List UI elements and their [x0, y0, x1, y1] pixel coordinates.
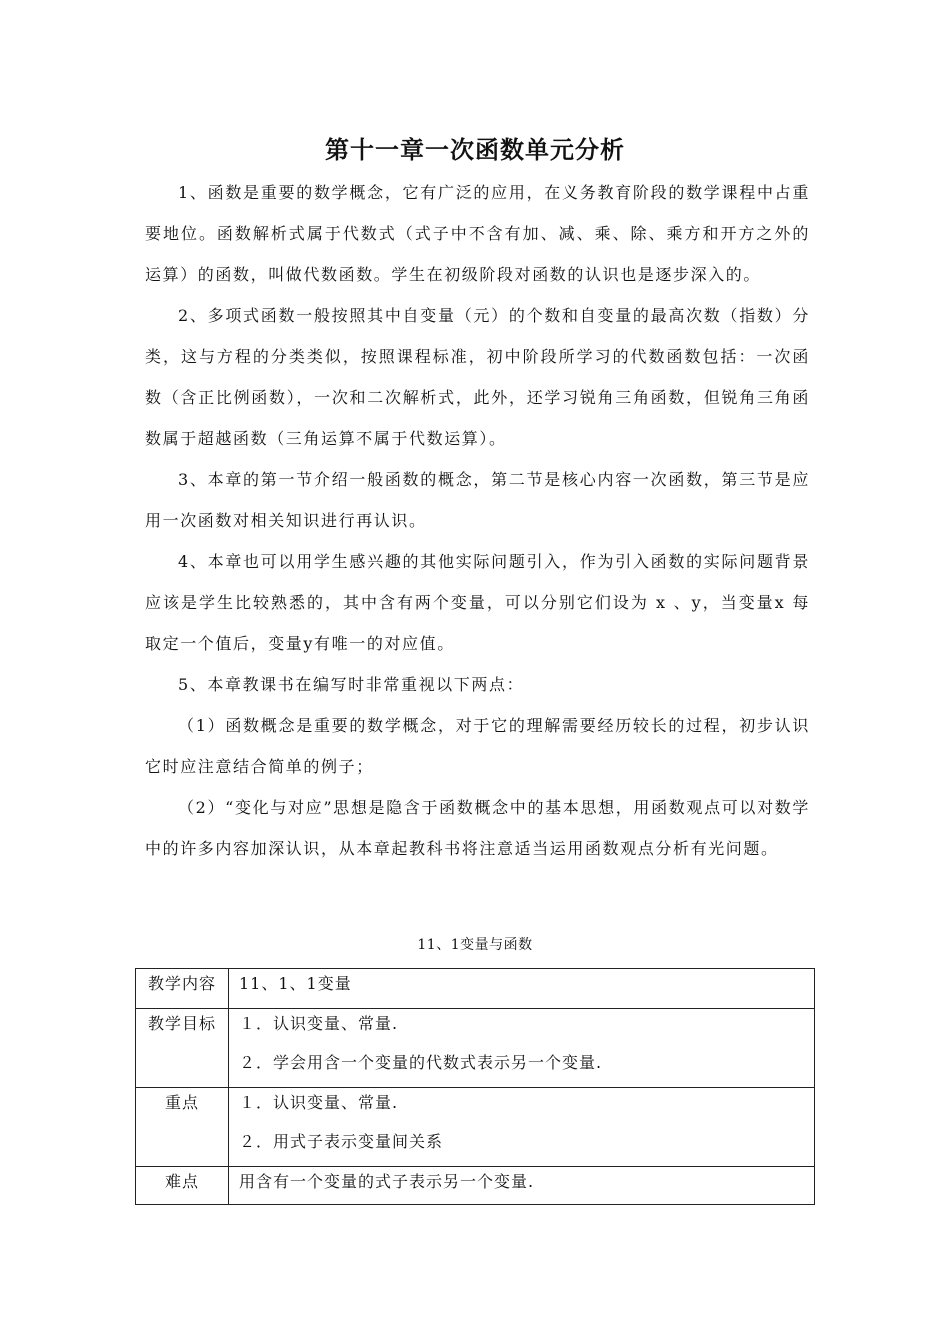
- paragraph-4: 4、本章也可以用学生感兴趣的其他实际问题引入，作为引入函数的实际问题背景应该是学生比较熟悉的，其中含有两个变量，可以分别它们设为 x 、y，当变量x 每取定一个值后，变量y有唯一的对应值。: [145, 552, 810, 653]
- paragraph-5-point-1: （1）函数概念是重要的数学概念，对于它的理解需要经历较长的过程，初步认识它时应注意结合简单的例子；: [145, 716, 810, 776]
- key-item: １．认识变量、常量.: [239, 1093, 399, 1112]
- key-label: 重点: [136, 1088, 229, 1167]
- paragraph-5: 5、本章教课书在编写时非常重视以下两点：: [178, 675, 525, 694]
- paragraph-1: 1、函数是重要的数学概念，它有广泛的应用，在义务教育阶段的数学课程中占重要地位。函数解析式属于代数式（式子中不含有加、减、乘、除、乘方和开方之外的运算）的函数，叫做代数函数。学生在初级阶段对函数的认识也是逐步深入的。: [145, 183, 810, 284]
- content-label: 教学内容: [136, 969, 229, 1009]
- difficulty-label: 难点: [136, 1167, 229, 1205]
- paragraph-3: 3、本章的第一节介绍一般函数的概念，第二节是核心内容一次函数，第三节是应用一次函数对相关知识进行再认识。: [145, 470, 810, 530]
- goal-label: 教学目标: [136, 1009, 229, 1088]
- paragraph-2: 2、多项式函数一般按照其中自变量（元）的个数和自变量的最高次数（指数）分类，这与方程的分类类似，按照课程标准，初中阶段所学习的代数函数包括：一次函数（含正比例函数），一次和二次解析式，此外，还学习锐角三角函数，但锐角三角函数属于超越函数（三角运算不属于代数运算）。: [145, 306, 810, 448]
- page-title: 第十一章一次函数单元分析: [325, 136, 625, 164]
- goal-item: １．认识变量、常量.: [239, 1014, 399, 1033]
- table-caption: 11、1变量与函数: [417, 937, 533, 953]
- paragraph-5-point-2: （2）“变化与对应”思想是隐含于函数概念中的基本思想，用函数观点可以对数学中的许多内容加深认识，从本章起教科书将注意适当运用函数观点分析有光问题。: [145, 798, 810, 858]
- key-item: ２．用式子表示变量间关系: [239, 1132, 444, 1151]
- table-row-content: [136, 969, 815, 1009]
- table-row-goal: [136, 1009, 815, 1088]
- lesson-table: [135, 968, 815, 1205]
- content-value: 11、1、1变量: [229, 969, 815, 1009]
- table-row-difficulty: [136, 1167, 815, 1205]
- difficulty-value: 用含有一个变量的式子表示另一个变量.: [229, 1167, 815, 1205]
- key-list: [229, 1088, 815, 1167]
- goal-list: [229, 1009, 815, 1088]
- table-row-key: [136, 1088, 815, 1167]
- analysis-body: [145, 172, 810, 869]
- goal-item: ２．学会用含一个变量的代数式表示另一个变量.: [239, 1053, 603, 1072]
